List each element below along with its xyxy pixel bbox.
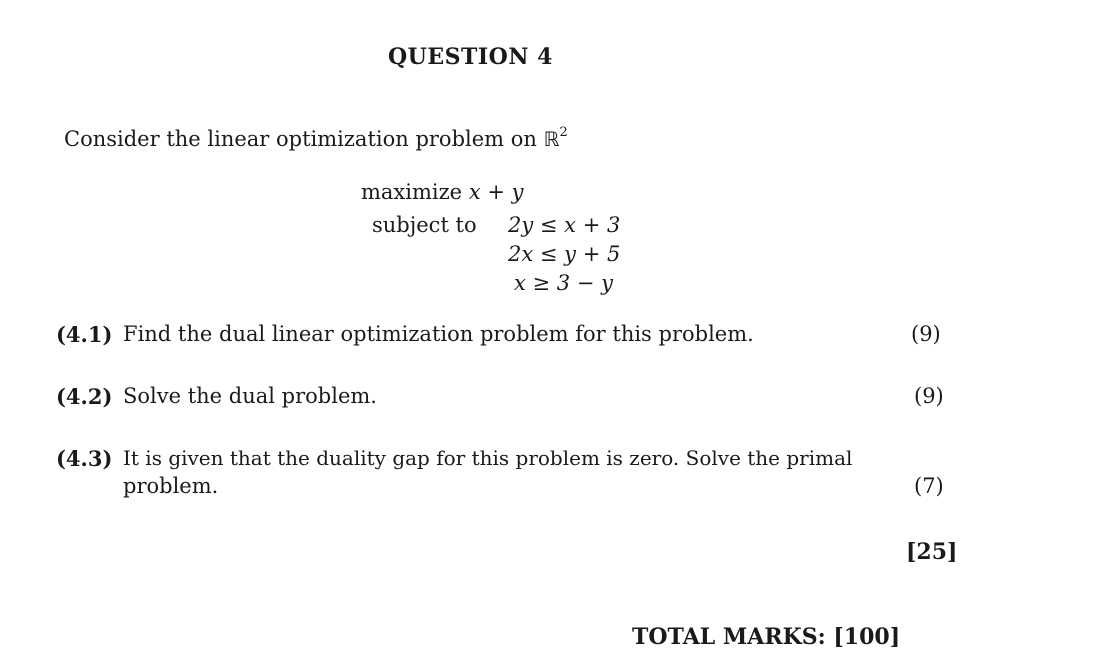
item-text-4-3-line1: It is given that the duality gap for this problem is zero. Solve the primal bbox=[123, 446, 853, 470]
item-number-4-3: (4.3) bbox=[56, 446, 113, 471]
item-number-4-1: (4.1) bbox=[56, 322, 113, 347]
subject-to-label: subject to bbox=[372, 213, 477, 237]
objective-line bbox=[361, 180, 523, 204]
dimension-exponent: 2 bbox=[559, 125, 568, 140]
objective-keyword: maximize bbox=[361, 180, 463, 204]
item-text-4-2: Solve the dual problem. bbox=[123, 384, 377, 408]
question-total-marks: [25] bbox=[906, 539, 958, 565]
exam-total-marks: TOTAL MARKS: [100] bbox=[632, 624, 901, 650]
constraint-1: 2y ≤ x + 3 bbox=[508, 213, 621, 237]
item-number-4-2: (4.2) bbox=[56, 384, 113, 409]
intro-text: Consider the linear optimization problem on bbox=[64, 127, 544, 151]
item-marks-4-3: (7) bbox=[914, 474, 944, 498]
item-marks-4-2: (9) bbox=[914, 384, 944, 408]
problem-intro bbox=[64, 127, 568, 151]
constraint-3: x ≥ 3 − y bbox=[514, 271, 613, 295]
constraint-2: 2x ≤ y + 5 bbox=[508, 242, 621, 266]
objective-expression: x + y bbox=[468, 180, 524, 204]
item-marks-4-1: (9) bbox=[911, 322, 941, 346]
real-numbers-symbol: ℝ bbox=[543, 127, 560, 151]
item-text-4-1: Find the dual linear optimization problem for this problem. bbox=[123, 322, 754, 346]
item-text-4-3-line2: problem. bbox=[123, 474, 219, 498]
question-heading: QUESTION 4 bbox=[388, 44, 553, 70]
